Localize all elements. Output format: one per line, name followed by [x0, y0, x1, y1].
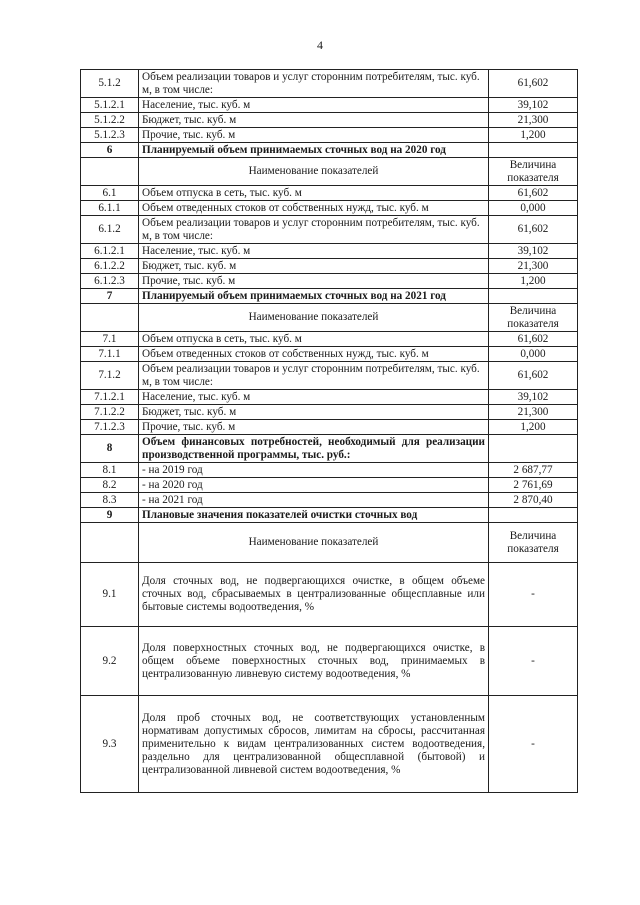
row-value: 2 870,40 [489, 493, 578, 508]
row-value: 0,000 [489, 347, 578, 362]
row-number: 9.2 [81, 627, 139, 696]
section-number: 6 [81, 143, 139, 158]
row-text: Прочие, тыс. куб. м [139, 128, 489, 143]
row-number: 8.3 [81, 493, 139, 508]
row-value: 61,602 [489, 70, 578, 98]
table-row [81, 186, 578, 201]
row-number: 8.1 [81, 463, 139, 478]
row-text: Объем реализации товаров и услуг сторонним потребителям, тыс. куб. м, в том числе: [139, 70, 489, 98]
column-header-name: Наименование показателей [139, 158, 489, 186]
row-number: 7.1.2.2 [81, 405, 139, 420]
row-number: 5.1.2.1 [81, 98, 139, 113]
row-value: - [489, 696, 578, 793]
column-header-name: Наименование показателей [139, 304, 489, 332]
column-header-value: Величина показателя [489, 304, 578, 332]
row-number: 5.1.2 [81, 70, 139, 98]
row-text: Прочие, тыс. куб. м [139, 420, 489, 435]
row-value: 2 761,69 [489, 478, 578, 493]
section-title: Плановые значения показателей очистки сточных вод [139, 508, 489, 523]
row-number: 8.2 [81, 478, 139, 493]
row-text: Объем отведенных стоков от собственных нужд, тыс. куб. м [139, 347, 489, 362]
row-text: Население, тыс. куб. м [139, 244, 489, 259]
table-row [81, 390, 578, 405]
table-row [81, 244, 578, 259]
row-value: 61,602 [489, 186, 578, 201]
row-value: - [489, 563, 578, 627]
table-row [81, 201, 578, 216]
row-value: 61,602 [489, 362, 578, 390]
page-number: 4 [317, 38, 323, 52]
row-number: 7.1 [81, 332, 139, 347]
row-text: Доля поверхностных сточных вод, не подвергающихся очистке, в общем объеме поверхностных сточных вод, принимаемых в централизованную ливневую систему водоотведения, % [139, 627, 489, 696]
row-number: 6.1.2.2 [81, 259, 139, 274]
row-text: Объем отпуска в сеть, тыс. куб. м [139, 186, 489, 201]
row-text: - на 2020 год [139, 478, 489, 493]
table-row [81, 259, 578, 274]
table-row [81, 347, 578, 362]
table-row [81, 696, 578, 793]
row-value: 39,102 [489, 98, 578, 113]
empty-cell [489, 508, 578, 523]
table-row [81, 362, 578, 390]
column-header-row [81, 304, 578, 332]
section-number: 9 [81, 508, 139, 523]
row-number: 6.1 [81, 186, 139, 201]
row-number: 9.3 [81, 696, 139, 793]
row-value: 1,200 [489, 128, 578, 143]
row-text: - на 2021 год [139, 493, 489, 508]
row-text: Бюджет, тыс. куб. м [139, 405, 489, 420]
table-row [81, 627, 578, 696]
row-text: Доля проб сточных вод, не соответствующих установленным нормативам допустимых сбросов, лимитам на сбросы, рассчитанная применительно к видам централизованных систем водоотведения, раздельно для централизованной общесплавной (бытовой) и централизованной ливневой систем водоотведения, % [139, 696, 489, 793]
column-header-row [81, 158, 578, 186]
table-row [81, 405, 578, 420]
empty-cell [81, 304, 139, 332]
table-row [81, 70, 578, 98]
section-number: 7 [81, 289, 139, 304]
section-heading-row [81, 435, 578, 463]
row-number: 5.1.2.2 [81, 113, 139, 128]
section-number: 8 [81, 435, 139, 463]
row-number: 7.1.2.1 [81, 390, 139, 405]
row-text: Население, тыс. куб. м [139, 390, 489, 405]
section-heading-row [81, 508, 578, 523]
indicators-table [80, 69, 578, 793]
column-header-row [81, 523, 578, 563]
row-value: 0,000 [489, 201, 578, 216]
row-value: 61,602 [489, 332, 578, 347]
row-number: 7.1.2.3 [81, 420, 139, 435]
section-heading-row [81, 289, 578, 304]
table-row [81, 420, 578, 435]
table-row [81, 274, 578, 289]
row-number: 5.1.2.3 [81, 128, 139, 143]
row-value: 61,602 [489, 216, 578, 244]
section-title: Объем финансовых потребностей, необходимый для реализации производственной программы, тыс. руб.: [139, 435, 489, 463]
empty-cell [489, 143, 578, 158]
section-title: Планируемый объем принимаемых сточных вод на 2021 год [139, 289, 489, 304]
section-heading-row [81, 143, 578, 158]
row-text: Объем реализации товаров и услуг сторонним потребителям, тыс. куб. м, в том числе: [139, 362, 489, 390]
empty-cell [81, 523, 139, 563]
table-row [81, 216, 578, 244]
row-number: 7.1.1 [81, 347, 139, 362]
table-row [81, 563, 578, 627]
row-value: - [489, 627, 578, 696]
row-value: 39,102 [489, 390, 578, 405]
row-number: 6.1.2.3 [81, 274, 139, 289]
row-text: Доля сточных вод, не подвергающихся очистке, в общем объеме сточных вод, сбрасываемых в централизованные общесплавные или бытовые системы водоотведения, % [139, 563, 489, 627]
table-row [81, 478, 578, 493]
row-number: 7.1.2 [81, 362, 139, 390]
row-value: 2 687,77 [489, 463, 578, 478]
row-value: 1,200 [489, 420, 578, 435]
table-row [81, 332, 578, 347]
table-row [81, 493, 578, 508]
section-title: Планируемый объем принимаемых сточных вод на 2020 год [139, 143, 489, 158]
row-number: 6.1.2 [81, 216, 139, 244]
row-text: Население, тыс. куб. м [139, 98, 489, 113]
row-text: Бюджет, тыс. куб. м [139, 113, 489, 128]
row-text: Объем отведенных стоков от собственных нужд, тыс. куб. м [139, 201, 489, 216]
row-number: 6.1.1 [81, 201, 139, 216]
row-number: 9.1 [81, 563, 139, 627]
empty-cell [489, 435, 578, 463]
row-number: 6.1.2.1 [81, 244, 139, 259]
row-text: Объем реализации товаров и услуг сторонним потребителям, тыс. куб. м, в том числе: [139, 216, 489, 244]
row-value: 21,300 [489, 113, 578, 128]
table-row [81, 113, 578, 128]
row-text: Объем отпуска в сеть, тыс. куб. м [139, 332, 489, 347]
row-value: 21,300 [489, 259, 578, 274]
table-row [81, 98, 578, 113]
row-text: Бюджет, тыс. куб. м [139, 259, 489, 274]
row-value: 21,300 [489, 405, 578, 420]
empty-cell [81, 158, 139, 186]
row-value: 39,102 [489, 244, 578, 259]
table-row [81, 128, 578, 143]
column-header-value: Величина показателя [489, 523, 578, 563]
empty-cell [489, 289, 578, 304]
column-header-value: Величина показателя [489, 158, 578, 186]
table-row [81, 463, 578, 478]
row-text: Прочие, тыс. куб. м [139, 274, 489, 289]
column-header-name: Наименование показателей [139, 523, 489, 563]
row-value: 1,200 [489, 274, 578, 289]
row-text: - на 2019 год [139, 463, 489, 478]
